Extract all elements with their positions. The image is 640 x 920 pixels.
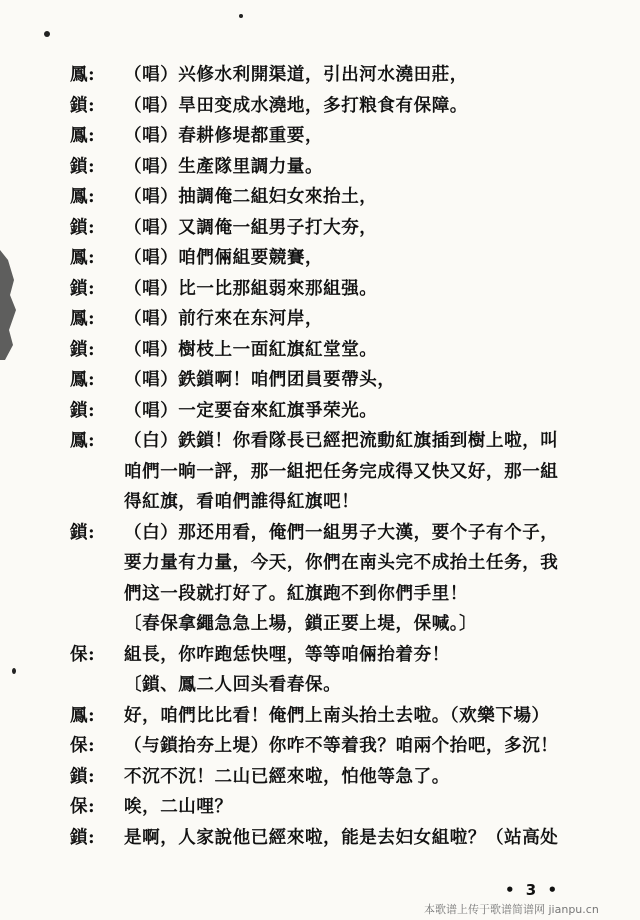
dialogue-line <box>70 642 618 673</box>
line-text: （与鎖抬夯上堤）你咋不等着我？咱兩个抬吧，多沉！ <box>124 736 559 756</box>
dialogue-line <box>70 825 618 856</box>
speaker-label: 鳳: <box>70 370 96 390</box>
line-text: 們这一段就打好了。紅旗跑不到你們手里！ <box>124 583 468 604</box>
line-text: （唱）咱們倆組要競賽， <box>124 248 324 268</box>
line-text: （唱）又調俺一組男子打大夯， <box>124 217 378 238</box>
line-text: 不沉不沉！二山已經來啦，怕他等急了。 <box>124 766 450 787</box>
continuation-line <box>70 489 618 520</box>
script-body <box>70 62 618 855</box>
dialogue-line <box>70 306 618 337</box>
dialogue-line <box>70 184 618 215</box>
dialogue-line <box>70 62 618 93</box>
line-text: （唱）一定要奋來紅旗爭荣光。 <box>124 400 378 421</box>
dialogue-line <box>70 794 618 825</box>
speaker-label: 鎖: <box>70 522 96 543</box>
dialogue-line <box>70 154 618 185</box>
line-text: （白）那还用看，俺們一組男子大漢，要个子有个子， <box>124 522 559 543</box>
line-text: （唱）前行來在东河岸， <box>124 309 324 329</box>
line-text: 組長，你咋跑恁快哩，等等咱倆抬着夯！ <box>124 644 450 665</box>
line-text: （唱）生產隊里調力量。 <box>124 156 324 177</box>
line-text: 唉，二山哩？ <box>124 797 233 817</box>
continuation-line <box>70 459 618 490</box>
speaker-label: 保: <box>70 736 96 756</box>
speaker-label: 鳳: <box>70 187 96 207</box>
line-text: （唱）兴修水利開渠道，引出河水澆田莊， <box>124 65 468 85</box>
speaker-label: 保: <box>70 644 96 665</box>
line-text: （唱）抽調俺二組妇女來抬土， <box>124 187 378 207</box>
dialogue-line <box>70 428 618 459</box>
speaker-label: 保: <box>70 797 96 817</box>
speaker-label: 鎖: <box>70 156 96 177</box>
speaker-label: 鳳: <box>70 705 96 726</box>
line-text: （唱）樹枝上一面紅旗紅堂堂。 <box>124 339 378 360</box>
speaker-label: 鳳: <box>70 309 96 329</box>
dialogue-line <box>70 367 618 398</box>
line-text: （白）鉄鎖！你看隊長已經把流動紅旗插到樹上啦，叫 <box>124 431 559 451</box>
speaker-label: 鎖: <box>70 827 96 848</box>
dialogue-line <box>70 93 618 124</box>
line-text: （唱）比一比那組弱來那組强。 <box>124 278 378 299</box>
scan-edge-smudge <box>0 250 18 360</box>
watermark: 本歌谱上传于歌谱简谱网 jianpu.cn <box>424 903 599 916</box>
page-number: • 3 • <box>505 881 561 899</box>
speaker-label: 鳳: <box>70 431 96 451</box>
dialogue-line <box>70 764 618 795</box>
line-text: （唱）春耕修堤都重要， <box>124 126 324 146</box>
speaker-label: 鎖: <box>70 278 96 299</box>
speaker-label: 鎖: <box>70 95 96 116</box>
speaker-label: 鎖: <box>70 400 96 421</box>
continuation-line <box>70 672 618 703</box>
speaker-label: 鳳: <box>70 65 96 85</box>
line-text: （唱）鉄鎖啊！咱們团員要帶头， <box>124 370 396 390</box>
line-text: 是啊，人家說他已經來啦，能是去妇女組啦？（站高处 <box>124 827 559 848</box>
speaker-label: 鎖: <box>70 766 96 787</box>
speaker-label: 鎖: <box>70 217 96 238</box>
dialogue-line <box>70 215 618 246</box>
line-text: 咱們一晌一評，那一組把任务完成得又快又好，那一組 <box>124 461 559 482</box>
ink-dot <box>44 31 50 37</box>
dialogue-line <box>70 245 618 276</box>
line-text: 好，咱們比比看！俺們上南头抬土去啦。（欢樂下場） <box>124 705 550 726</box>
continuation-line <box>70 611 618 642</box>
continuation-line <box>70 581 618 612</box>
line-text: （唱）旱田变成水澆地，多打粮食有保障。 <box>124 95 468 116</box>
ink-dot <box>239 14 243 18</box>
dialogue-line <box>70 337 618 368</box>
dialogue-line <box>70 733 618 764</box>
line-text: 〔春保拿繩急急上場，鎖正要上堤，保喊。〕 <box>124 614 478 634</box>
dialogue-line <box>70 520 618 551</box>
ink-dot <box>12 668 16 674</box>
line-text: 得紅旗，看咱們誰得紅旗吧！ <box>124 492 360 512</box>
dialogue-line <box>70 276 618 307</box>
dialogue-line <box>70 123 618 154</box>
speaker-label: 鳳: <box>70 248 96 268</box>
line-text: 要力量有力量，今天，你們在南头完不成抬土任务，我 <box>124 553 559 573</box>
speaker-label: 鳳: <box>70 126 96 146</box>
speaker-label: 鎖: <box>70 339 96 360</box>
dialogue-line <box>70 703 618 734</box>
dialogue-line <box>70 398 618 429</box>
line-text: 〔鎖、鳳二人回头看春保。 <box>124 675 342 695</box>
continuation-line <box>70 550 618 581</box>
